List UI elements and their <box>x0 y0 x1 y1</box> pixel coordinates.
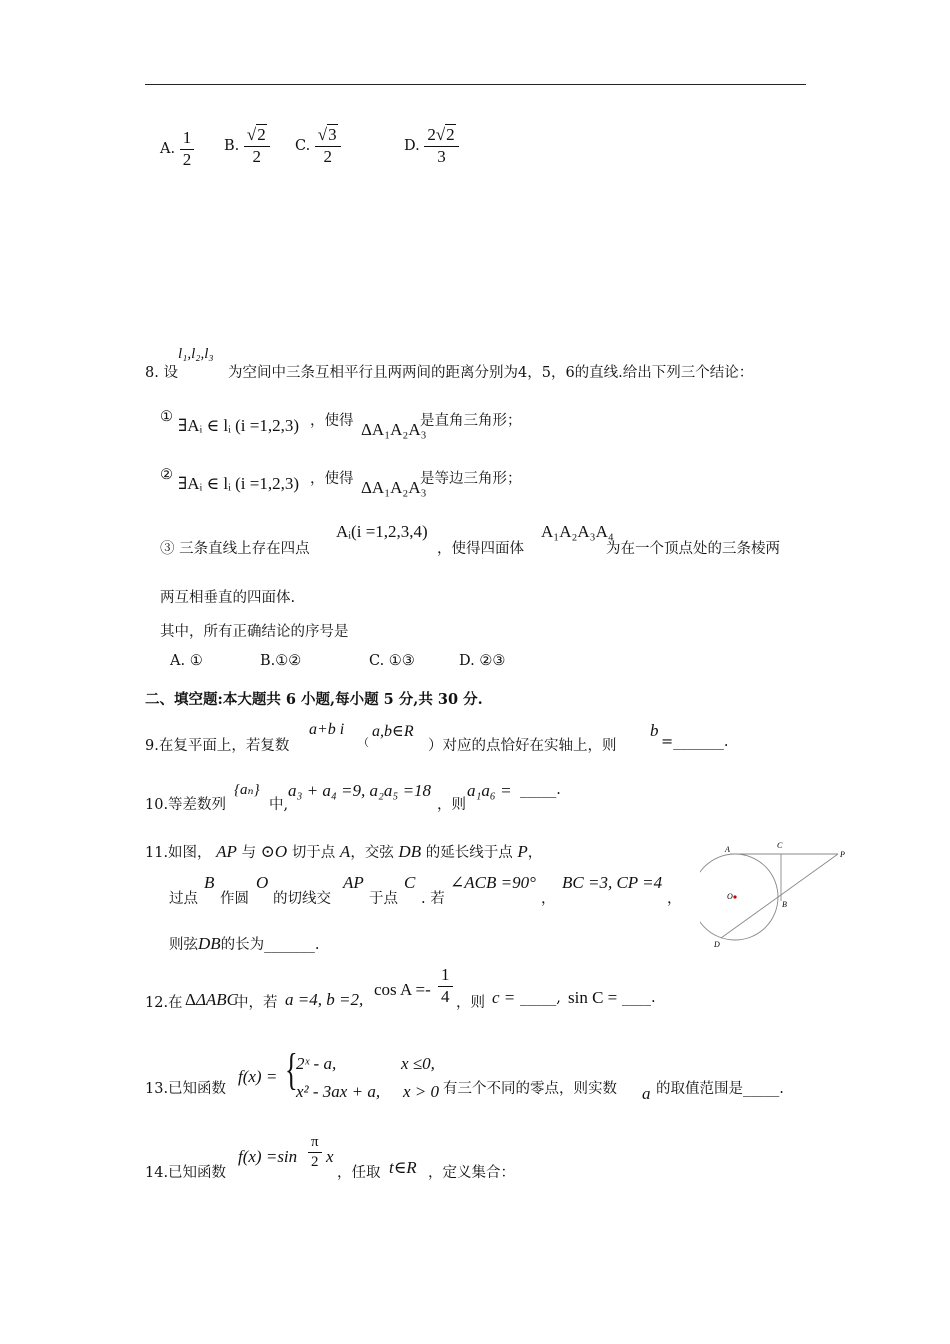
radicand: 2 <box>446 125 455 144</box>
q13-f: f(x) = <box>238 1067 278 1086</box>
q10-cond: a₃ + a₄ =9, a₂a₅ =18 <box>288 781 432 800</box>
numerator: √3 <box>315 126 341 147</box>
q10-prefix: 10.等差数列 <box>145 797 227 813</box>
numerator: π <box>308 1134 322 1153</box>
denominator: 2 <box>311 1153 319 1170</box>
radicand: 3 <box>328 125 337 144</box>
q13-cond2: x > 0 <box>403 1082 440 1101</box>
q8-c1-mark: ① <box>160 409 173 425</box>
denominator: 3 <box>437 146 446 166</box>
q8-c1-end: 是直角三角形； <box>420 413 522 429</box>
q13-var: a <box>642 1084 651 1103</box>
q11-angle: ∠ACB =90° <box>450 873 536 892</box>
section-heading: 二、填空题:本大题共 6 小题,每小题 5 分,共 30 分. <box>145 691 483 708</box>
q12-then: ，则 <box>456 995 485 1011</box>
q8-c2-mark: ② <box>160 467 173 483</box>
q13-case2: x² - 3ax + a, <box>296 1082 381 1101</box>
denominator: 2 <box>323 146 332 166</box>
q12-ask2: sin C = <box>568 988 618 1007</box>
q14-x: x <box>326 1147 334 1166</box>
q13-prefix: 13.已知函数 <box>145 1081 227 1097</box>
q11-AP: AP <box>343 873 364 892</box>
header-rule <box>145 84 806 85</box>
q8-c3-tet: A₁A₂A₃A₄ <box>541 522 614 541</box>
denominator: 2 <box>182 149 192 169</box>
denominator: 2 <box>252 146 262 166</box>
q9-cond-open: （ <box>358 736 369 749</box>
q12-cos: cos A =- <box>374 980 431 999</box>
q12-prefix: 12.在 <box>145 995 183 1011</box>
fraction <box>315 126 341 166</box>
radicand: 2 <box>257 125 266 144</box>
q11-B: B <box>204 873 215 892</box>
q14-mid: ，任取 <box>337 1165 381 1181</box>
q13-brace: { <box>285 1045 298 1094</box>
label-o: O <box>727 892 733 901</box>
q8-c3-mid: ，使得四面体 <box>437 541 524 557</box>
q11-line2f: ， <box>541 891 556 907</box>
q14-fraction <box>308 1134 322 1170</box>
fraction <box>308 1134 322 1170</box>
q13-case1: 2ˣ - a, <box>296 1054 337 1073</box>
label-a: A <box>725 845 730 854</box>
q11-line2e: . 若 <box>421 891 445 907</box>
math: A <box>339 842 351 861</box>
q12-fraction <box>438 966 453 1006</box>
math: DB <box>198 934 221 953</box>
numerator: 2√2 <box>424 126 458 147</box>
q11-line2d: 于点 <box>369 891 398 907</box>
q9-prefix: 9.在复平面上，若复数 <box>145 738 290 754</box>
q7-option-c <box>295 126 341 166</box>
q9-cond: a,b∈R <box>372 723 414 740</box>
label-b: B <box>782 900 787 909</box>
label-p: P <box>840 850 845 859</box>
q11-line1 <box>145 841 542 862</box>
fraction <box>438 966 453 1006</box>
denominator: 4 <box>441 986 450 1006</box>
q8-c3-start: ③ 三条直线上存在四点 <box>160 541 310 557</box>
q11-vals: BC =3, CP =4 <box>562 873 663 892</box>
text: 切于点 <box>291 845 336 861</box>
q12-tri: ΔΔABC <box>185 990 239 1009</box>
label-c: C <box>777 841 783 850</box>
q7-option-d <box>404 126 459 166</box>
q12-ask1: c = <box>492 988 516 1007</box>
math: DB <box>398 842 422 861</box>
text: 与 <box>241 845 257 861</box>
q8-c2-math: ∃Aᵢ ∈ lᵢ (i =1,2,3) <box>178 474 300 493</box>
text: 则弦 <box>169 937 198 953</box>
center-dot <box>733 895 736 898</box>
q12-blank2: ____. <box>622 990 656 1006</box>
q14-prefix: 14.已知函数 <box>145 1165 227 1181</box>
q12-mid: 中，若 <box>234 995 278 1011</box>
q8-prefix: 8. 设 <box>145 365 178 381</box>
q8-c2-end: 是等边三角形； <box>420 471 522 487</box>
q14-t: t∈R <box>389 1158 417 1177</box>
numerator: 1 <box>180 129 195 150</box>
q8-ask: 其中，所有正确结论的序号是 <box>160 624 349 640</box>
q8-c1-math: ∃Aᵢ ∈ lᵢ (i =1,2,3) <box>178 416 300 435</box>
q14-f: f(x) =sin <box>238 1147 298 1166</box>
option-label: A. <box>160 141 176 158</box>
q11-O: O <box>256 873 269 892</box>
q11-line2a: 过点 <box>169 891 198 907</box>
q8-c3-cont: 两互相垂直的四面体. <box>160 590 296 606</box>
option-label: B. <box>224 138 240 155</box>
fraction <box>244 126 270 166</box>
q11-line2b: 作圆 <box>220 891 249 907</box>
q10-ask: a₁a₆ = <box>467 781 512 800</box>
q12-blank1: _____, <box>520 990 561 1006</box>
q13-end: 的取值范围是_____. <box>656 1081 784 1097</box>
text: ， <box>527 845 543 861</box>
q9-blank: =_______. <box>661 734 729 750</box>
q10-mid: 中, <box>269 797 289 813</box>
q9-z: a+b i <box>309 721 345 738</box>
q8-option-b: B.①② <box>260 653 302 669</box>
q13-mid: 有三个不同的零点，则实数 <box>443 1081 617 1097</box>
q8-c2-tri: ΔA₁A₂A₃ <box>361 478 427 497</box>
math: AP <box>216 842 237 861</box>
text: ，交弦 <box>350 845 394 861</box>
option-label: D. <box>404 138 420 155</box>
q11-line2g: ， <box>667 891 682 907</box>
q8-c3-end: 为在一个顶点处的三条棱两 <box>606 541 780 557</box>
label-d: D <box>714 940 720 949</box>
circle-o <box>700 854 778 940</box>
numerator: 1 <box>438 966 453 987</box>
q8-option-d: D. ②③ <box>459 653 506 669</box>
math: ⊙O <box>260 842 288 861</box>
option-label: C. <box>295 138 311 155</box>
q14-end: ，定义集合： <box>428 1165 515 1181</box>
q11-C: C <box>404 873 416 892</box>
tri-name: ΔABC <box>195 990 239 1009</box>
q11-line3 <box>169 933 320 954</box>
q11-line2c: 的切线交 <box>273 891 331 907</box>
q11-geometry-figure <box>700 838 852 950</box>
text: 的延长线于点 <box>425 845 513 861</box>
text: 的长为_______. <box>220 937 320 953</box>
math: P <box>517 842 528 861</box>
fraction <box>424 126 458 166</box>
q8-c1-mid: ，使得 <box>310 413 354 429</box>
q8-stem: 为空间中三条互相平行且两两间的距离分别为4，5，6的直线.给出下列三个结论： <box>228 365 754 381</box>
text: 11.如图， <box>145 845 212 861</box>
q8-c1-tri: ΔA₁A₂A₃ <box>361 420 427 439</box>
q8-option-a: A. ① <box>170 653 203 669</box>
q8-c3-math: Aᵢ(i =1,2,3,4) <box>336 522 428 541</box>
q8-option-c: C. ①③ <box>369 653 415 669</box>
q9-cond-close: ）对应的点恰好在实轴上，则 <box>428 738 617 754</box>
fraction <box>180 129 195 169</box>
q9-var: b <box>650 721 659 740</box>
q10-then: ，则 <box>437 797 466 813</box>
q8-lines: l₁,l₂,l₃ <box>178 346 214 362</box>
coefficient: 2 <box>427 125 436 144</box>
q10-blank: _____. <box>520 782 561 798</box>
q13-cond1: x ≤0, <box>401 1054 435 1073</box>
q12-vals: a =4, b =2, <box>285 990 364 1009</box>
q7-option-a <box>160 129 194 169</box>
q8-c2-mid: ，使得 <box>310 471 354 487</box>
q7-option-b <box>224 126 270 166</box>
numerator: √2 <box>244 126 270 147</box>
q10-seq: {aₙ} <box>234 782 260 798</box>
secant-dp <box>721 854 838 938</box>
